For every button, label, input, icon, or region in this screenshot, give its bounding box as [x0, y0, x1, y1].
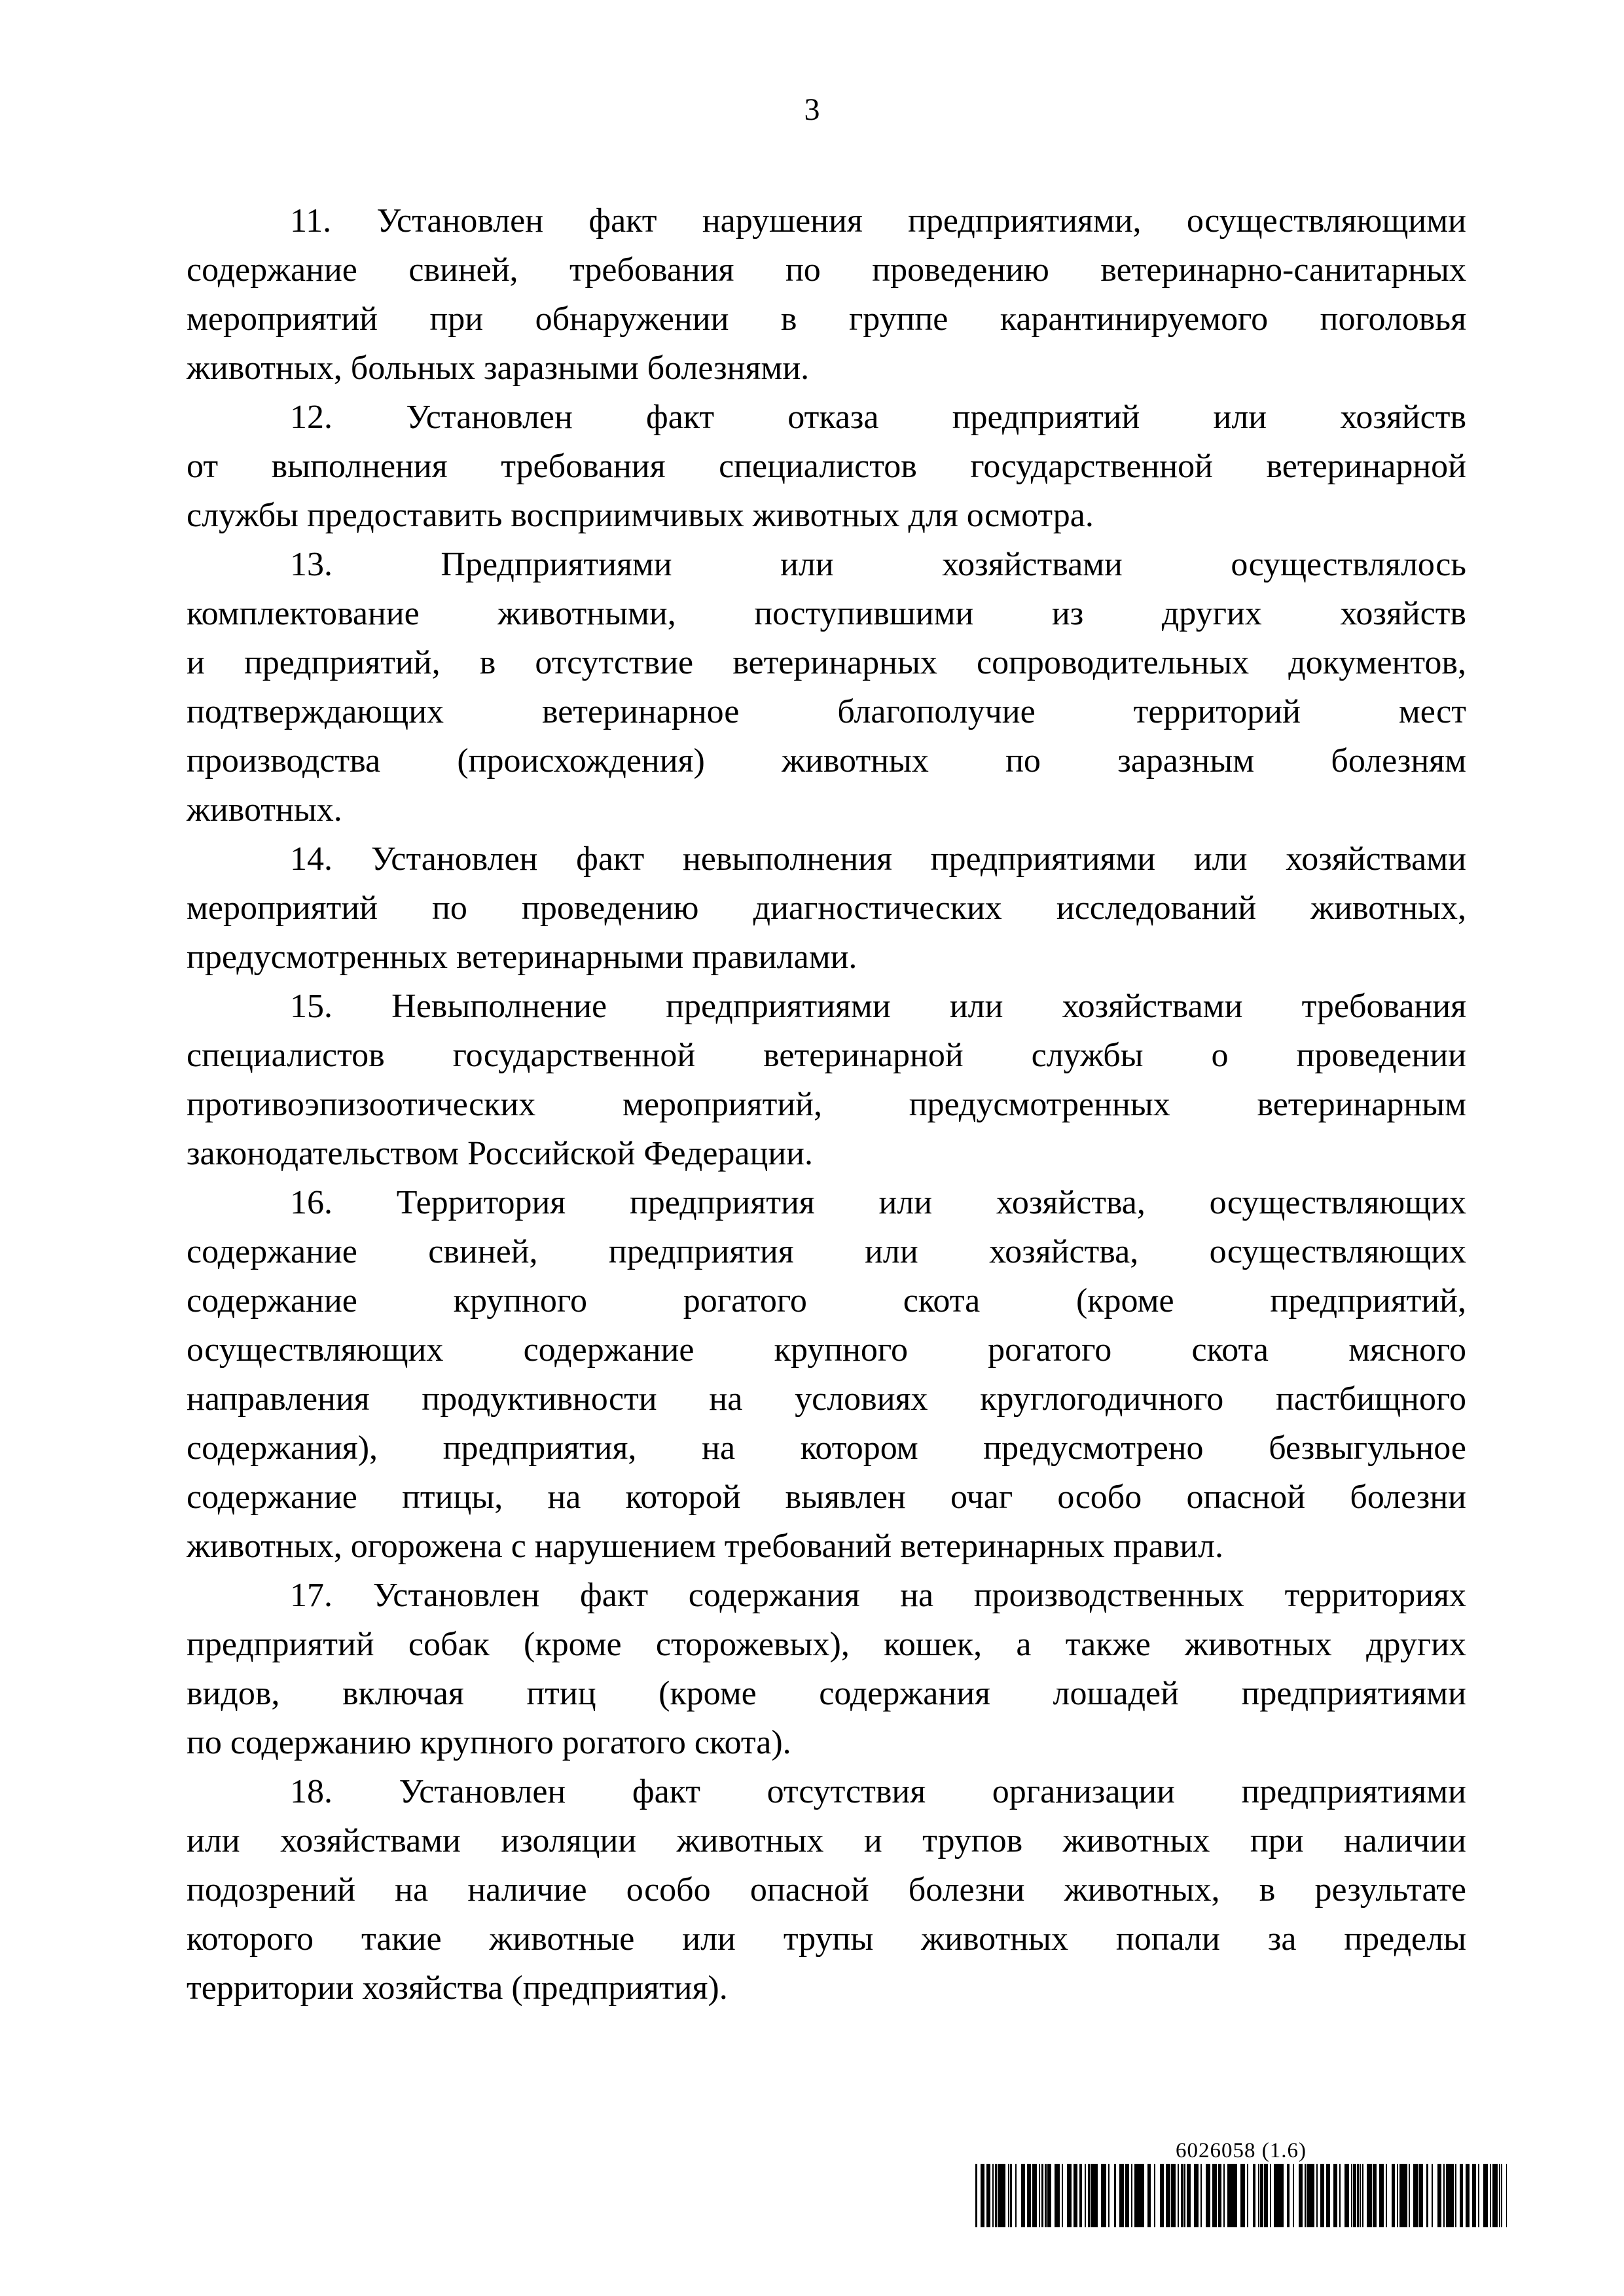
barcode-label: 6026058 (1.6)	[1176, 2139, 1307, 2162]
paragraph-line: содержания), предприятия, на котором предусмотрено безвыгульное	[187, 1429, 1466, 1467]
paragraph-line: 17. Установлен факт содержания на производственных территориях	[290, 1577, 1466, 1614]
paragraph-line: содержание свиней, предприятия или хозяйства, осуществляющих	[187, 1233, 1466, 1270]
paragraph-line: осуществляющих содержание крупного рогатого скота мясного	[187, 1331, 1466, 1369]
paragraph-line: 18. Установлен факт отсутствия организации предприятиями	[290, 1773, 1466, 1810]
paragraph-line: специалистов государственной ветеринарной службы о проведении	[187, 1037, 1466, 1074]
paragraph-line: содержание птицы, на которой выявлен очаг особо опасной болезни	[187, 1479, 1466, 1516]
paragraph	[187, 1767, 1466, 2013]
paragraph-line: 16. Территория предприятия или хозяйства, осуществляющих	[290, 1184, 1466, 1221]
paragraph-line: по содержанию крупного рогатого скота).	[187, 1724, 791, 1761]
paragraph-line: содержание свиней, требования по проведению ветеринарно-санитарных	[187, 251, 1466, 289]
paragraph-line: 13. Предприятиями или хозяйствами осуществлялось	[290, 546, 1466, 583]
paragraph-line: мероприятий по проведению диагностических исследований животных,	[187, 889, 1466, 927]
paragraph-line: мероприятий при обнаружении в группе карантинируемого поголовья	[187, 300, 1466, 338]
paragraph	[187, 834, 1466, 982]
paragraph-line: 14. Установлен факт невыполнения предприятиями или хозяйствами	[290, 840, 1466, 878]
paragraph	[187, 196, 1466, 393]
paragraph-line: подозрений на наличие особо опасной болезни животных, в результате	[187, 1871, 1466, 1909]
paragraph	[187, 982, 1466, 1178]
document-body	[187, 196, 1466, 2013]
paragraph-line: подтверждающих ветеринарное благополучие территорий мест	[187, 693, 1466, 730]
paragraph-line: 12. Установлен факт отказа предприятий или хозяйств	[290, 399, 1466, 436]
paragraph-line: животных, больных заразными болезнями.	[187, 350, 810, 387]
paragraph-line: предусмотренных ветеринарными правилами.	[187, 939, 857, 976]
paragraph	[187, 1178, 1466, 1571]
paragraph-line: животных.	[187, 791, 342, 829]
paragraph-line: видов, включая птиц (кроме содержания лошадей предприятиями	[187, 1675, 1466, 1712]
paragraph-line: направления продуктивности на условиях круглогодичного пастбищного	[187, 1380, 1466, 1418]
paragraph-line: предприятий собак (кроме сторожевых), кошек, а также животных других	[187, 1626, 1466, 1663]
paragraph	[187, 393, 1466, 540]
paragraph-line: законодательством Российской Федерации.	[187, 1135, 813, 1172]
paragraph-line: службы предоставить восприимчивых животных для осмотра.	[187, 497, 1094, 534]
paragraph	[187, 1571, 1466, 1767]
paragraph-line: производства (происхождения) животных по заразным болезням	[187, 742, 1466, 780]
paragraph-line: 15. Невыполнение предприятиями или хозяйствами требования	[290, 988, 1466, 1025]
paragraph-line: и предприятий, в отсутствие ветеринарных сопроводительных документов,	[187, 644, 1466, 681]
page-number: 3	[804, 92, 820, 127]
paragraph-line: 11. Установлен факт нарушения предприятиями, осуществляющими	[290, 202, 1466, 240]
paragraph-line: противоэпизоотических мероприятий, предусмотренных ветеринарным	[187, 1086, 1466, 1123]
paragraph-line: от выполнения требования специалистов государственной ветеринарной	[187, 448, 1466, 485]
paragraph-line: комплектование животными, поступившими из других хозяйств	[187, 595, 1466, 632]
paragraph-line: животных, огорожена с нарушением требований ветеринарных правил.	[187, 1528, 1223, 1565]
paragraph-line: содержание крупного рогатого скота (кроме предприятий,	[187, 1282, 1466, 1319]
paragraph-line: территории хозяйства (предприятия).	[187, 1969, 728, 2007]
barcode-image	[975, 2164, 1507, 2227]
paragraph	[187, 540, 1466, 834]
paragraph-line: которого такие животные или трупы животных попали за пределы	[187, 1920, 1466, 1958]
barcode-block	[975, 2139, 1507, 2227]
paragraph-line: или хозяйствами изоляции животных и трупов животных при наличии	[187, 1822, 1466, 1859]
